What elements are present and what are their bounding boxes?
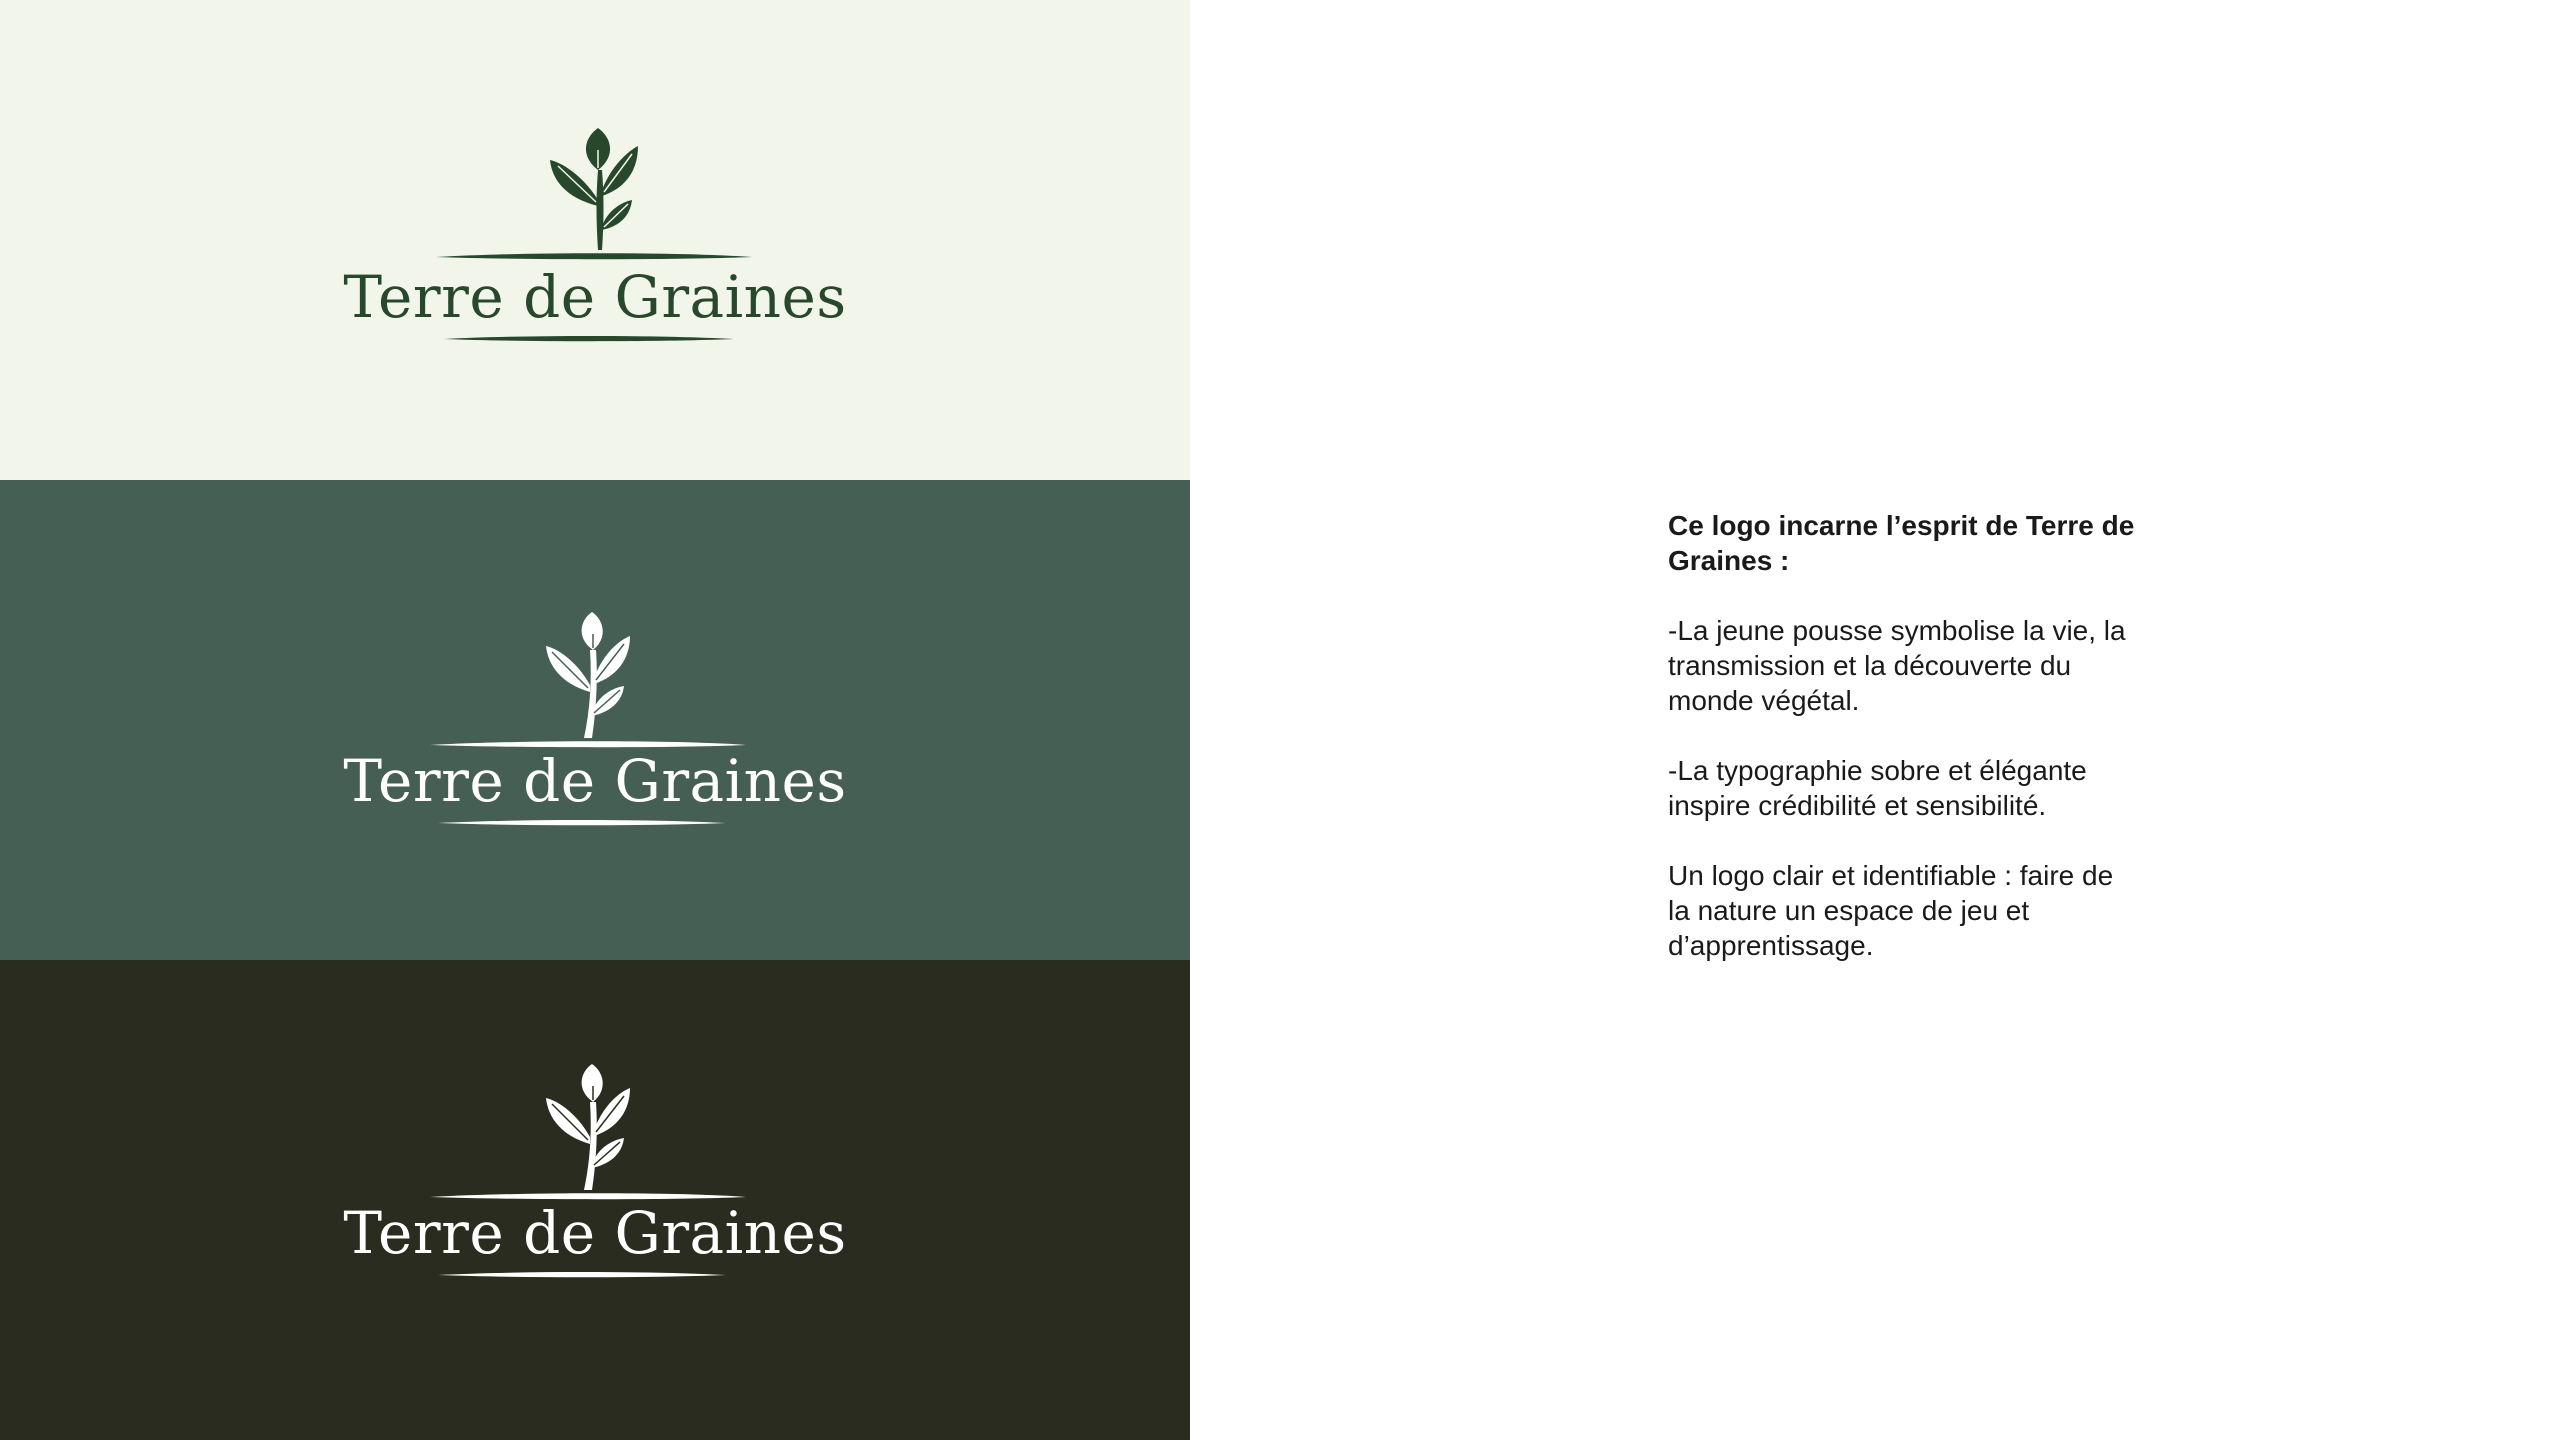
sprout-icon — [0, 0, 1190, 480]
description-point-sprout: -La jeune pousse symbolise la vie, la transmission et la découverte du monde végétal. — [1668, 615, 2126, 716]
logo-description — [1668, 508, 2138, 998]
logo-panel-dark — [0, 960, 1190, 1440]
logo-panel-light — [0, 0, 1190, 480]
sprout-icon — [0, 480, 1190, 960]
description-conclusion: Un logo clair et identifiable : faire de la nature un espace de jeu et d’apprentissage. — [1668, 860, 2114, 961]
wordmark-dark: Terre de Graines — [343, 1199, 847, 1267]
wordmark-mid: Terre de Graines — [343, 747, 847, 815]
description-point-typography: -La typographie sobre et élégante inspire crédibilité et sensibilité. — [1668, 755, 2087, 821]
description-heading: Ce logo incarne l’esprit de Terre de Graines : — [1668, 510, 2135, 576]
logo-variants — [0, 0, 1190, 1440]
logo-panel-mid — [0, 480, 1190, 960]
wordmark-light: Terre de Graines — [343, 263, 847, 331]
